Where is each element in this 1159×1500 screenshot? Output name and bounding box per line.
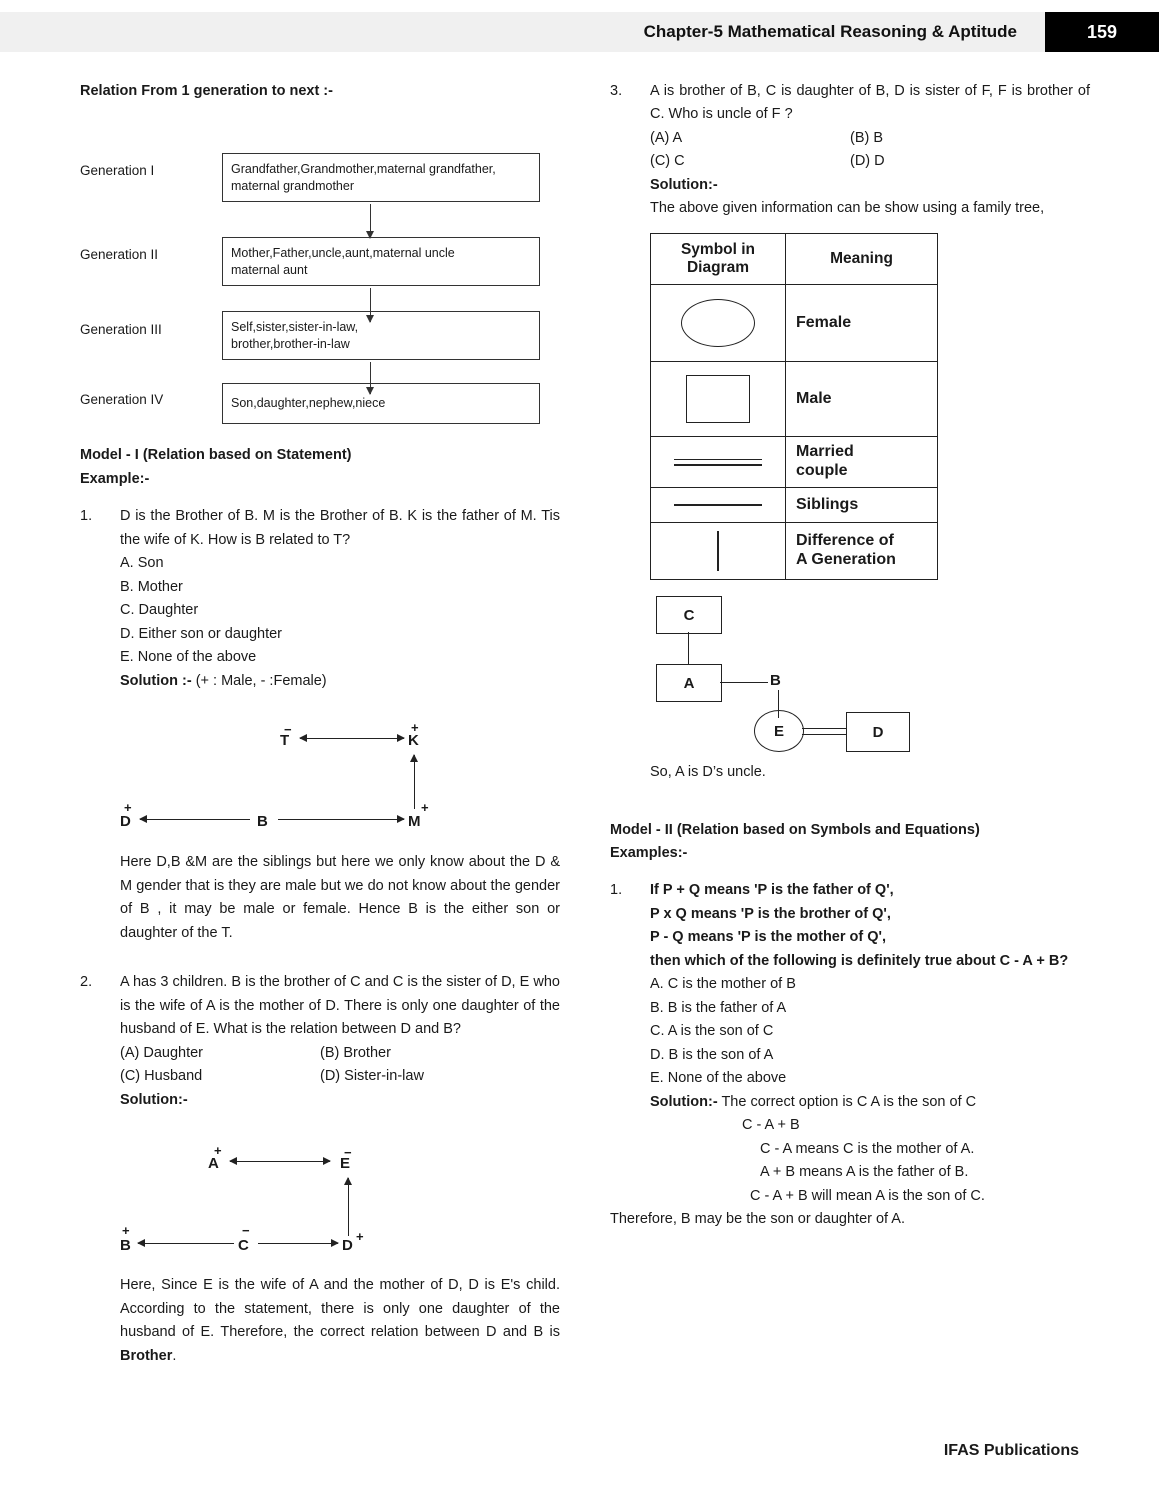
model2-q1-option-d: D. B is the son of A	[650, 1046, 774, 1063]
generation-4-box: Son,daughter,nephew,niece	[222, 383, 540, 424]
question-2-option-b: (B) Brother	[320, 1044, 391, 1061]
vertical-line-icon	[717, 531, 719, 571]
tree-node-e: E	[754, 710, 804, 752]
question-3-option-b: (B) B	[850, 129, 884, 146]
question-3-text: A is brother of B, C is daughter of B, D is sister of F, F is brother of C. Who is uncle of F ?	[650, 83, 1090, 123]
married-line2: couple	[796, 462, 848, 480]
question-2-number: 2.	[80, 974, 93, 991]
page-header	[0, 12, 1159, 52]
node-e2: E	[340, 1155, 351, 1173]
question-2-explanation-bold: Brother	[120, 1347, 173, 1364]
question-2	[80, 971, 560, 1368]
symbol-double-line-cell	[651, 437, 786, 488]
arrow-gen1-gen2	[370, 204, 371, 238]
model2-q1-option-a: A. C is the mother of B	[650, 976, 796, 993]
model2-q1-option-b: B. B is the father of A	[650, 999, 787, 1016]
line-c-d	[258, 1243, 338, 1244]
question-2-options-row-2	[120, 1065, 560, 1088]
question-1-explanation: Here D,B &M are the siblings but here we only know about the D & M gender that is they are male but we do not know about the gender of B , it may be male or female. Hence B is the either son or daughter of the T.	[120, 854, 560, 941]
question-2-solution-label: Solution:-	[120, 1091, 188, 1108]
b-plus-sign: +	[122, 1223, 130, 1239]
t-minus-sign: −	[284, 722, 292, 738]
question-3-options-row-1	[650, 127, 1090, 150]
a-plus-sign: +	[214, 1143, 222, 1159]
meaning-generation-difference	[786, 523, 938, 580]
generation-2-box	[222, 237, 540, 286]
double-line-icon	[674, 459, 762, 467]
model-1-heading: Model - I (Relation based on Statement)	[80, 447, 352, 464]
meaning-siblings: Siblings	[786, 488, 938, 523]
tree-line-e-d-2	[802, 734, 846, 735]
table-header-row	[651, 233, 938, 285]
question-1-option-b: B. Mother	[120, 578, 183, 595]
question-3-conclusion: So, A is D’s uncle.	[650, 764, 766, 781]
question-3-option-a: (A) A	[650, 129, 683, 146]
symbol-header-line1: Symbol in	[680, 240, 756, 258]
line-t-k	[300, 738, 404, 739]
examples-label: Examples:-	[610, 844, 688, 861]
node-c2: C	[238, 1237, 249, 1255]
node-b2: B	[120, 1237, 131, 1255]
question-1-option-d: D. Either son or daughter	[120, 625, 283, 642]
m-plus-sign: +	[421, 800, 429, 816]
model2-question-1	[610, 879, 1090, 1231]
question-3-option-d: (D) D	[850, 153, 885, 170]
line-a-e	[230, 1161, 330, 1162]
question-2-explanation	[120, 1274, 560, 1368]
question-2-option-a: (A) Daughter	[120, 1044, 204, 1061]
question-1-solution-note: (+ : Male, - :Female)	[195, 672, 327, 689]
model2-q1-conclusion: Therefore, B may be the son or daughter of A.	[610, 1211, 906, 1228]
footer-publisher: IFAS Publications	[943, 1442, 1079, 1459]
question-1-number: 1.	[80, 508, 93, 525]
k-plus-sign: +	[411, 720, 419, 736]
model2-q1-solution-text: The correct option is C A is the son of C	[721, 1093, 977, 1110]
meaning-male: Male	[786, 362, 938, 437]
symbol-single-line-cell	[651, 488, 786, 523]
tree-node-b: B	[770, 672, 781, 690]
node-d: D	[120, 813, 131, 831]
generation-2-label: Generation II	[80, 247, 159, 263]
question-2-options-row-1	[120, 1042, 560, 1065]
question-3-number: 3.	[610, 83, 623, 99]
table-row	[651, 362, 938, 437]
symbol-header-line2: Diagram	[686, 259, 750, 277]
right-column	[610, 80, 1090, 1232]
tree-node-c: C	[656, 596, 722, 634]
page-number: 159	[1045, 12, 1159, 52]
question-1-option-a: A. Son	[120, 555, 164, 572]
question-3-option-c: (C) C	[650, 153, 685, 170]
chapter-title: Chapter-5 Mathematical Reasoning & Aptitude	[643, 22, 1017, 41]
generation-3-box	[222, 311, 540, 360]
d-plus-sign: +	[124, 800, 132, 816]
gendiff-line2: A Generation	[796, 551, 896, 569]
symbol-meaning-table	[650, 233, 938, 580]
married-line1: Married	[796, 443, 854, 461]
question-2-explanation-pre: Here, Since E is the wife of A and the mother of D, D is E's child. According to the statement, there is only one daughter of the husband of E. Therefore, the correct relation between D and B is	[120, 1277, 560, 1341]
node-t: T	[280, 732, 290, 750]
model2-q1-step-2: C - A means C is the mother of A.	[760, 1140, 975, 1157]
question-1-relation-diagram	[120, 711, 560, 841]
model2-q1-step-4: C - A + B will mean A is the son of C.	[750, 1187, 985, 1204]
question-3-solution-text: The above given information can be show using a family tree,	[650, 200, 1045, 217]
symbol-column-header	[651, 233, 786, 285]
model2-question-1-number: 1.	[610, 882, 623, 899]
generation-3-label: Generation III	[80, 322, 162, 338]
single-line-icon	[674, 504, 762, 506]
generation-3-line2: brother,brother-in-law	[231, 336, 350, 351]
meaning-female: Female	[786, 285, 938, 362]
generation-1-box	[222, 153, 540, 202]
symbol-vertical-line-cell	[651, 523, 786, 580]
generation-2-line1: Mother,Father,uncle,aunt,maternal uncle	[231, 246, 455, 261]
model2-q1-line-1: If P + Q means 'P is the father of Q',	[650, 882, 894, 899]
table-row	[651, 523, 938, 580]
table-row	[651, 285, 938, 362]
question-3	[610, 80, 1090, 221]
question-2-text: A has 3 children. B is the brother of C and C is the sister of D, E who is the wife of A is the mother of D. There is only one daughter of the husband of E. What is the relation between D and B?	[120, 974, 560, 1038]
table-row	[651, 437, 938, 488]
meaning-married-couple	[786, 437, 938, 488]
model2-q1-solution-label: Solution:-	[650, 1093, 718, 1110]
model2-q1-line-4: then which of the following is definitely true about C - A + B?	[650, 952, 1069, 969]
left-column	[80, 80, 560, 1368]
generation-1-line2: maternal grandmother	[231, 178, 354, 193]
model2-q1-line-3: P - Q means 'P is the mother of Q',	[650, 929, 887, 946]
node-m: M	[408, 813, 421, 831]
model2-q1-option-c: C. A is the son of C	[650, 1023, 774, 1040]
line-b-m	[278, 819, 404, 820]
question-3-options-row-2	[650, 150, 1090, 173]
tree-node-a: A	[656, 664, 722, 702]
generation-1-label: Generation I	[80, 163, 155, 179]
question-2-option-d: (D) Sister-in-law	[320, 1068, 424, 1085]
question-3-solution-label: Solution:-	[650, 176, 718, 193]
generation-1-line1: Grandfather,Grandmother,maternal grandfather,	[231, 162, 496, 177]
node-b: B	[257, 813, 268, 831]
symbol-oval-cell	[651, 285, 786, 362]
table-row	[651, 488, 938, 523]
model2-q1-option-e: E. None of the above	[650, 1070, 787, 1087]
d2-plus-sign: +	[356, 1229, 364, 1245]
line-d-b	[140, 819, 250, 820]
question-2-relation-diagram	[120, 1134, 560, 1264]
e-minus-sign: −	[344, 1145, 352, 1161]
tree-line-a-b	[720, 682, 768, 683]
question-1-solution-line	[120, 670, 560, 693]
model2-q1-line-2: P x Q means 'P is the brother of Q',	[650, 905, 891, 922]
rectangle-icon	[686, 375, 750, 423]
question-1-text: D is the Brother of B. M is the Brother of B. K is the father of M. Tis the wife of K. How is B related to T?	[120, 508, 560, 548]
question-2-option-c: (C) Husband	[120, 1068, 203, 1085]
question-2-explanation-post: .	[172, 1347, 177, 1364]
generation-2-line2: maternal aunt	[231, 262, 308, 277]
relation-heading: Relation From 1 generation to next :-	[80, 83, 333, 99]
generation-3-line1: Self,sister,sister-in-law,	[231, 320, 359, 335]
question-1-option-c: C. Daughter	[120, 602, 199, 619]
question-1-option-e: E. None of the above	[120, 649, 257, 666]
tree-line-e-d-1	[802, 728, 846, 729]
generation-flow-diagram	[80, 117, 560, 411]
question-1-solution-label: Solution :-	[120, 672, 192, 689]
tree-line-c-a	[688, 632, 689, 664]
oval-icon	[681, 299, 755, 347]
model-2-heading: Model - II (Relation based on Symbols and Equations)	[610, 821, 980, 838]
line-k-m	[414, 755, 415, 809]
line-e-d	[348, 1178, 349, 1236]
meaning-column-header: Meaning	[786, 233, 938, 285]
gendiff-line1: Difference of	[796, 532, 894, 550]
family-tree-diagram	[650, 590, 1090, 755]
model2-q1-step-3: A + B means A is the father of B.	[760, 1164, 969, 1181]
symbol-rect-cell	[651, 362, 786, 437]
node-k: K	[408, 732, 419, 750]
model2-q1-step-1: C - A + B	[742, 1117, 800, 1134]
generation-4-label: Generation IV	[80, 392, 164, 408]
tree-node-d: D	[846, 712, 910, 752]
line-b-c	[138, 1243, 234, 1244]
example-label: Example:-	[80, 470, 150, 487]
model2-q1-solution-line	[650, 1091, 1090, 1114]
c-minus-sign: −	[242, 1223, 250, 1239]
question-1	[80, 505, 560, 945]
node-a2: A	[208, 1155, 219, 1173]
node-d2: D	[342, 1237, 353, 1255]
